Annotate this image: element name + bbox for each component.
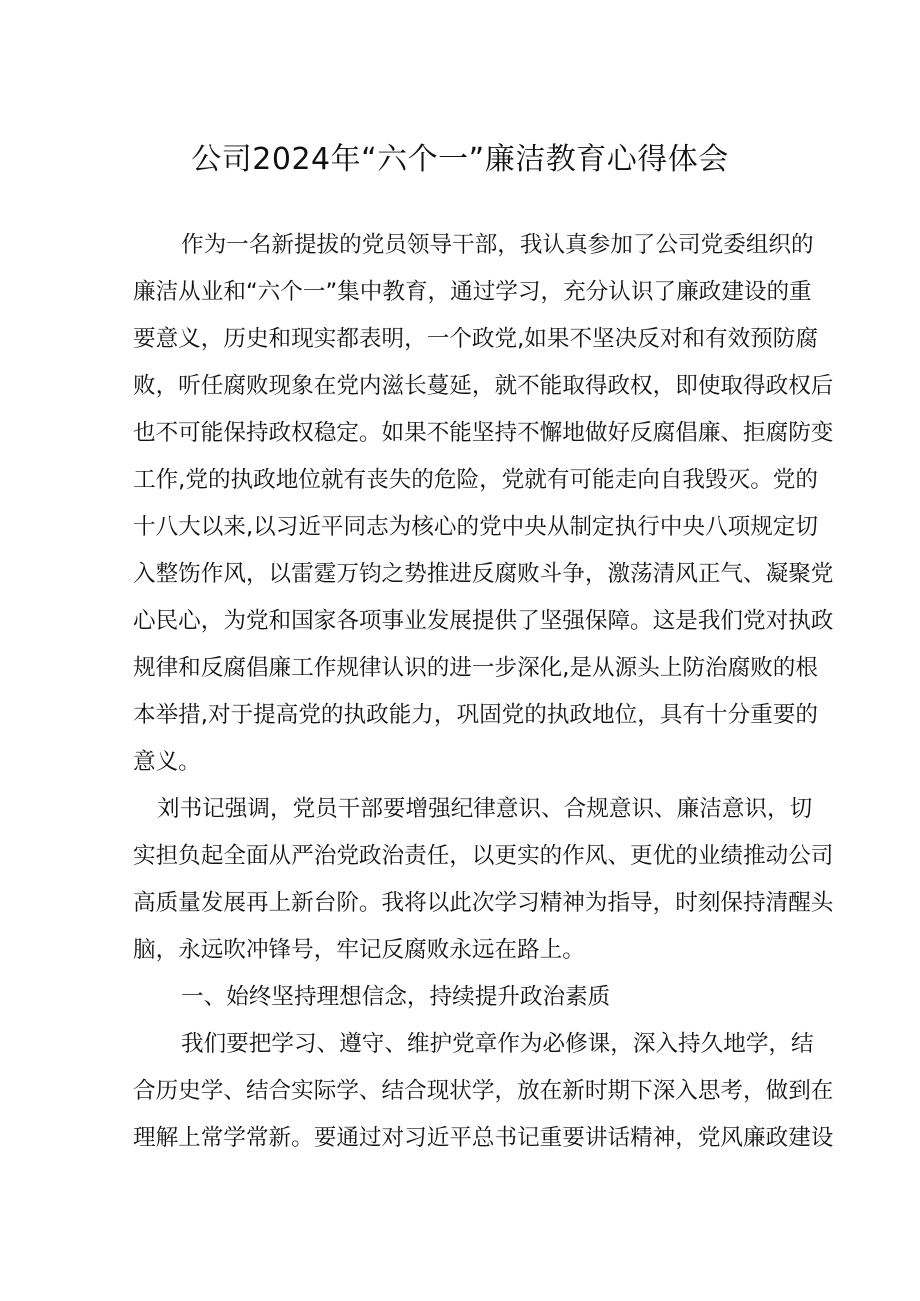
text-line: 心民心，为党和国家各项事业发展提供了坚强保障。这是我们党对执政 — [133, 608, 834, 634]
text-line: 高质量发展再上新台阶。我将以此次学习精神为指导，时刻保持清醒头 — [133, 890, 834, 916]
text-line: 作为一名新提拔的党员领导干部，我认真参加了公司党委组织的 — [181, 232, 814, 258]
text-line: 本举措,对于提高党的执政能力，巩固党的执政地位，具有十分重要的 — [133, 702, 818, 728]
text-line: 要意义，历史和现实都表明，一个政党,如果不坚决反对和有效预防腐 — [133, 326, 818, 352]
text-line: 工作,党的执政地位就有丧失的危险，党就有可能走向自我毁灭。党的 — [133, 467, 818, 493]
section-heading: 一、始终坚持理想信念，持续提升政治素质 — [181, 984, 611, 1010]
text-line: 入整饬作风，以雷霆万钧之势推进反腐败斗争，激荡清风正气、凝聚党 — [133, 561, 834, 587]
text-line: 实担负起全面从严治党政治责任，以更实的作风、更优的业绩推动公司 — [133, 843, 834, 869]
text-line: 理解上常学常新。要通过对习近平总书记重要讲话精神，党风廉政建设 — [133, 1125, 834, 1151]
text-line: 意义。 — [133, 749, 201, 775]
text-line: 也不可能保持政权稳定。如果不能坚持不懈地做好反腐倡廉、拒腐防变 — [133, 420, 834, 446]
text-line: 败，听任腐败现象在党内滋长蔓延，就不能取得政权，即使取得政权后 — [133, 373, 834, 399]
text-line: 我们要把学习、遵守、维护党章作为必修课，深入持久地学，结 — [181, 1031, 814, 1057]
document-title: 公司2024年“六个一”廉洁教育心得体会 — [191, 142, 729, 177]
text-line: 廉洁从业和“六个一”集中教育，通过学习，充分认识了廉政建设的重 — [133, 279, 812, 305]
document-body — [133, 225, 834, 1165]
text-line: 脑，永远吹冲锋号，牢记反腐败永远在路上。 — [133, 937, 585, 963]
text-line: 十八大以来,以习近平同志为核心的党中央从制定执行中央八项规定切 — [133, 514, 818, 540]
text-line: 规律和反腐倡廉工作规律认识的进一步深化,是从源头上防治腐败的根 — [133, 655, 818, 681]
text-line: 合历史学、结合实际学、结合现状学，放在新时期下深入思考，做到在 — [133, 1078, 834, 1104]
text-line: 刘书记强调，党员干部要增强纪律意识、合规意识、廉洁意识，切 — [157, 796, 813, 822]
